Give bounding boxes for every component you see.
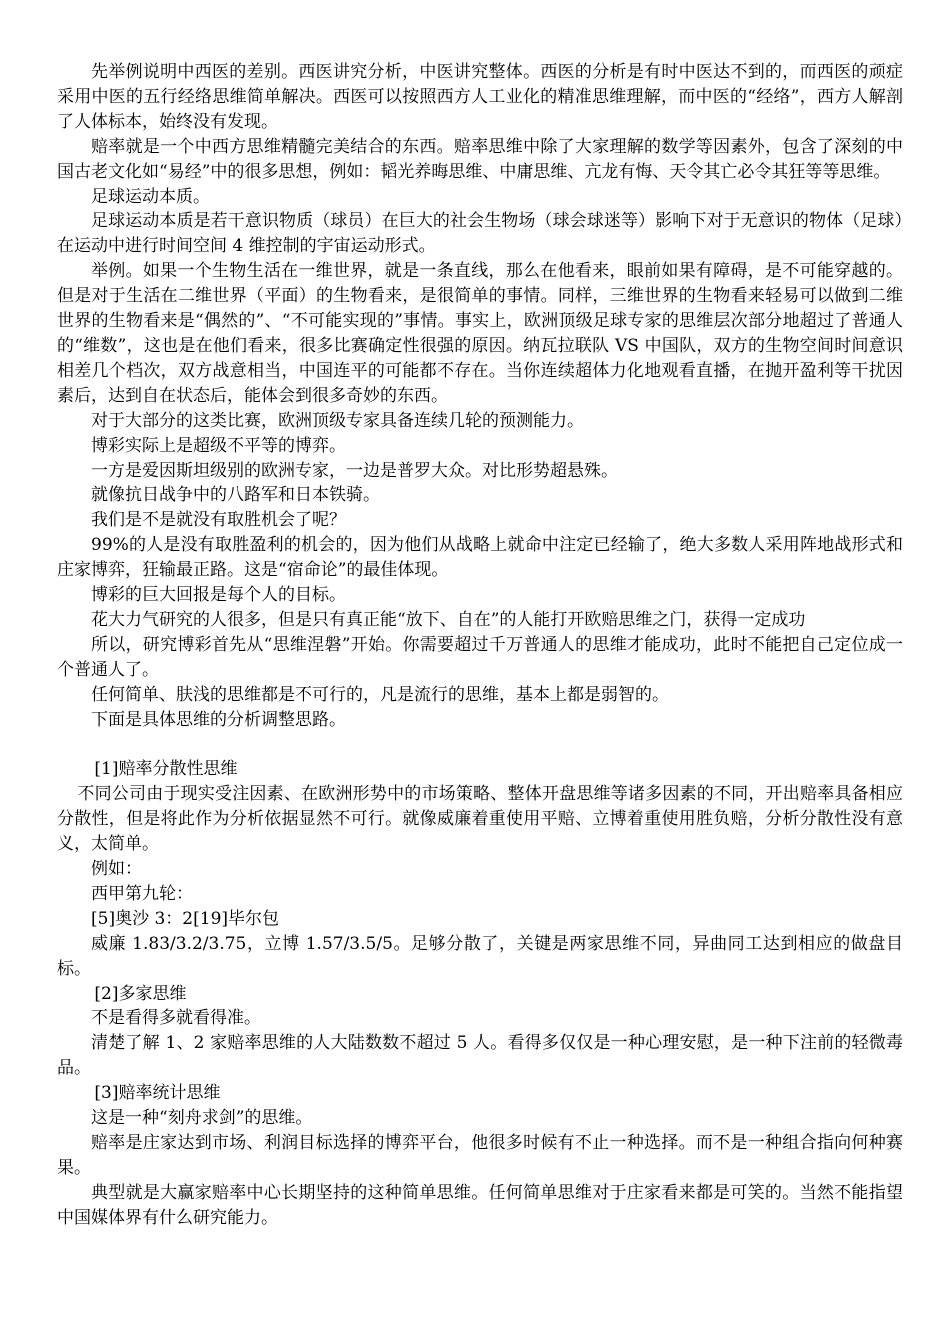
paragraph: 例如： <box>91 858 142 879</box>
section-heading: [1]赔率分散性思维 <box>94 759 238 780</box>
section-heading: [2]多家思维 <box>94 983 187 1004</box>
paragraph: 清楚了解 1、2 家赔率思维的人大陆数数不超过 5 人。看得多仅仅是一种心理安慰，是一种下注前的轻微毒品。 <box>57 1033 903 1079</box>
document-body <box>57 60 903 1231</box>
paragraph: 所以，研究博彩首先从“思维涅磐”开始。你需要超过千万普通人的思维才能成功，此时不能把自己定位成一个普通人了。 <box>57 634 903 680</box>
paragraph: 不同公司由于现实受注因素、在欧洲形势中的市场策略、整体开盘思维等诸多因素的不同，开出赔率具备相应分散性，但是将此作为分析依据显然不可行。就像威廉着重使用平赔、立博着重使用胜负赔，分析分散性没有意义，太简单。 <box>57 784 903 855</box>
paragraph: 这是一种“刻舟求剑”的思维。 <box>91 1108 313 1129</box>
paragraph: 典型就是大赢家赔率中心长期坚持的这种简单思维。任何简单思维对于庄家看来都是可笑的。当然不能指望中国媒体界有什么研究能力。 <box>57 1182 903 1228</box>
paragraph: 不是看得多就看得准。 <box>91 1008 261 1029</box>
match-line: [5]奥沙 3：2[19]毕尔包 <box>91 908 280 929</box>
section-heading: [3]赔率统计思维 <box>94 1083 221 1104</box>
paragraph: 花大力气研究的人很多，但是只有真正能“放下、自在”的人能打开欧赔思维之门，获得一定成功 <box>91 609 806 630</box>
paragraph: 足球运动本质。 <box>91 186 210 207</box>
paragraph: 赔率就是一个中西方思维精髓完美结合的东西。赔率思维中除了大家理解的数学等因素外，包含了深刻的中国古老文化如“易经”中的很多思想，例如：韬光养晦思维、中庸思维、亢龙有悔、天令其亡必令其狂等等思维。 <box>57 136 903 182</box>
paragraph: 我们是不是就没有取胜机会了呢？ <box>91 510 346 531</box>
paragraph: 先举例说明中西医的差别。西医讲究分析，中医讲究整体。西医的分析是有时中医达不到的，而西医的顽症采用中医的五行经络思维简单解决。西医可以按照西方人工业化的精准思维理解，而中医的“经络”，西方人解剖了人体标本，始终没有发现。 <box>57 62 903 132</box>
paragraph: 对于大部分的这类比赛，欧洲顶级专家具备连续几轮的预测能力。 <box>91 410 584 431</box>
paragraph: 任何简单、肤浅的思维都是不可行的，凡是流行的思维，基本上都是弱智的。 <box>91 684 669 705</box>
paragraph: 99%的人是没有取胜盈利的机会的，因为他们从战略上就命中注定已经输了，绝大多数人采用阵地战形式和庄家博弈，狂输最正路。这是“宿命论”的最佳体现。 <box>57 535 903 581</box>
paragraph: 博彩实际上是超级不平等的博弈。 <box>91 435 346 456</box>
paragraph: 赔率是庄家达到市场、利润目标选择的博弈平台，他很多时候有不止一种选择。而不是一种组合指向何种赛果。 <box>57 1132 903 1178</box>
paragraph: 一方是爱因斯坦级别的欧洲专家，一边是普罗大众。对比形势超悬殊。 <box>91 460 618 481</box>
paragraph: 下面是具体思维的分析调整思路。 <box>91 709 346 730</box>
paragraph: 博彩的巨大回报是每个人的目标。 <box>91 585 346 606</box>
paragraph: 足球运动本质是若干意识物质（球员）在巨大的社会生物场（球会球迷等）影响下对于无意识的物体（足球）在运动中进行时间空间 4 维控制的宇宙运动形式。 <box>57 211 903 257</box>
paragraph: 举例。如果一个生物生活在一维世界，就是一条直线，那么在他看来，眼前如果有障碍，是不可能穿越的。但是对于生活在二维世界（平面）的生物看来，是很简单的事情。同样，三维世界的生物看来轻易可以做到二维世界的生物看来是“偶然的”、“不可能实现的”事情。事实上，欧洲顶级足球专家的思维层次部分地超过了普通人的“维数”，这也是在他们看来，很多比赛确定性很强的原因。纳瓦拉联队 VS 中国队，双方的生物空间时间意识相差几个档次，双方战意相当，中国连平的可能都不存在。当你连续超体力化地观看直播，在抛开盈利等干扰因素后，达到自在状态后，能体会到很多奇妙的东西。 <box>57 261 903 406</box>
paragraph: 西甲第九轮： <box>91 883 193 904</box>
paragraph: 就像抗日战争中的八路军和日本铁骑。 <box>91 485 380 506</box>
paragraph: 威廉 1.83/3.2/3.75，立博 1.57/3.5/5。足够分散了，关键是两家思维不同，异曲同工达到相应的做盘目标。 <box>57 933 903 979</box>
blank-line <box>57 732 903 757</box>
